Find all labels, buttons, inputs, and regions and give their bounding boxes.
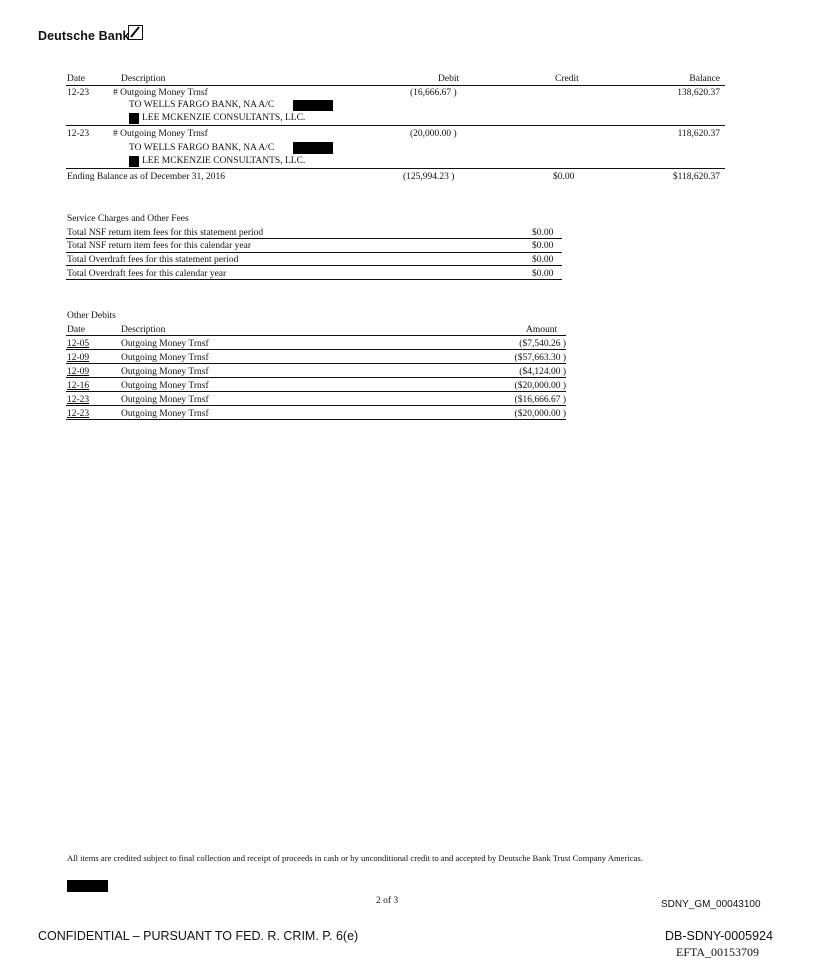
- row-description-line3: LEE MCKENZIE CONSULTANTS, LLC.: [142, 113, 306, 123]
- col-header-debit: Debit: [438, 74, 460, 84]
- row-divider: [66, 377, 566, 378]
- row-debit: (20,000.00 ): [410, 129, 457, 139]
- row-description: Outgoing Money Trnsf: [121, 367, 209, 377]
- row-date: 12-09: [67, 353, 90, 363]
- row-description: Outgoing Money Trnsf: [121, 395, 209, 405]
- page-number: 2 of 3: [376, 896, 399, 906]
- row-balance: 118,620.37: [677, 129, 720, 139]
- row-divider: [66, 125, 725, 126]
- row-description: Outgoing Money Trnsf: [121, 339, 209, 349]
- col-header-date: Date: [67, 74, 85, 84]
- redaction-box: [67, 880, 108, 892]
- row-divider: [66, 363, 566, 364]
- col-header-description: Description: [121, 74, 166, 84]
- fee-divider: [66, 279, 562, 280]
- row-description: Outgoing Money Trnsf: [121, 353, 209, 363]
- fee-value: $0.00: [532, 269, 554, 279]
- row-description-line2: TO WELLS FARGO BANK, NA A/C: [129, 100, 275, 110]
- col-header-credit: Credit: [555, 74, 579, 84]
- bates-number: DB-SDNY-0005924: [665, 929, 773, 943]
- row-date: 12-23: [67, 88, 90, 98]
- row-debit: (16,666.67 ): [410, 88, 457, 98]
- bank-logo-text: Deutsche Bank: [38, 29, 130, 43]
- fee-value: $0.00: [532, 228, 554, 238]
- row-date: 12-23: [67, 409, 90, 419]
- header-divider: [66, 335, 566, 336]
- fee-value: $0.00: [532, 241, 554, 251]
- row-date: 12-09: [67, 367, 90, 377]
- row-amount: ($57,663.30 ): [514, 353, 566, 363]
- redaction-box: [293, 142, 333, 154]
- row-description: # Outgoing Money Trnsf: [113, 129, 208, 139]
- section-title: Other Debits: [67, 311, 116, 321]
- row-divider: [66, 168, 725, 169]
- fee-label: Total Overdraft fees for this statement period: [67, 255, 239, 265]
- row-balance: 138,620.37: [677, 88, 720, 98]
- efta-number: EFTA_00153709: [676, 945, 760, 959]
- fee-divider: [66, 252, 562, 253]
- ending-balance: $118,620.37: [672, 172, 720, 182]
- ending-debit: (125,994.23 ): [403, 172, 455, 182]
- fee-label: Total NSF return item fees for this statement period: [67, 228, 264, 238]
- row-description-line3: LEE MCKENZIE CONSULTANTS, LLC.: [142, 156, 306, 166]
- row-amount: ($7,540.26 ): [519, 339, 566, 349]
- redaction-box: [129, 156, 139, 167]
- header-divider: [66, 85, 725, 86]
- deutsche-bank-slash-logo-icon: [128, 25, 143, 40]
- row-divider: [66, 349, 566, 350]
- row-description: Outgoing Money Trnsf: [121, 381, 209, 391]
- fee-divider: [66, 238, 562, 239]
- row-amount: ($20,000.00 ): [514, 381, 566, 391]
- row-divider: [66, 391, 566, 392]
- fee-divider: [66, 265, 562, 266]
- row-description: # Outgoing Money Trnsf: [113, 88, 208, 98]
- row-date: 12-23: [67, 395, 90, 405]
- fee-value: $0.00: [532, 255, 554, 265]
- col-header-balance: Balance: [689, 74, 720, 84]
- col-header-date: Date: [67, 325, 85, 335]
- row-divider: [66, 405, 566, 406]
- row-description-line2: TO WELLS FARGO BANK, NA A/C: [129, 143, 275, 153]
- document-id: SDNY_GM_00043100: [661, 899, 761, 910]
- ending-credit: $0.00: [553, 172, 575, 182]
- ending-balance-label: Ending Balance as of December 31, 2016: [67, 172, 226, 182]
- row-divider: [66, 419, 566, 420]
- col-header-amount: Amount: [526, 325, 558, 335]
- row-date: 12-16: [67, 381, 90, 391]
- redaction-box: [129, 113, 139, 124]
- row-date: 12-05: [67, 339, 90, 349]
- disclaimer-text: All items are credited subject to final collection and receipt of proceeds in cash or by unconditional credit to and accepted by Deutsche Bank Trust Company Americas.: [67, 853, 643, 863]
- fee-label: Total Overdraft fees for this calendar year: [67, 269, 227, 279]
- fee-label: Total NSF return item fees for this calendar year: [67, 241, 251, 251]
- confidential-notice: CONFIDENTIAL – PURSUANT TO FED. R. CRIM. P. 6(e): [38, 929, 359, 943]
- redaction-box: [293, 100, 333, 111]
- col-header-description: Description: [121, 325, 166, 335]
- row-description: Outgoing Money Trnsf: [121, 409, 209, 419]
- section-title: Service Charges and Other Fees: [67, 214, 189, 224]
- row-amount: ($4,124.00 ): [519, 367, 566, 377]
- row-amount: ($20,000.00 ): [514, 409, 566, 419]
- row-date: 12-23: [67, 129, 90, 139]
- row-amount: ($16,666.67 ): [514, 395, 566, 405]
